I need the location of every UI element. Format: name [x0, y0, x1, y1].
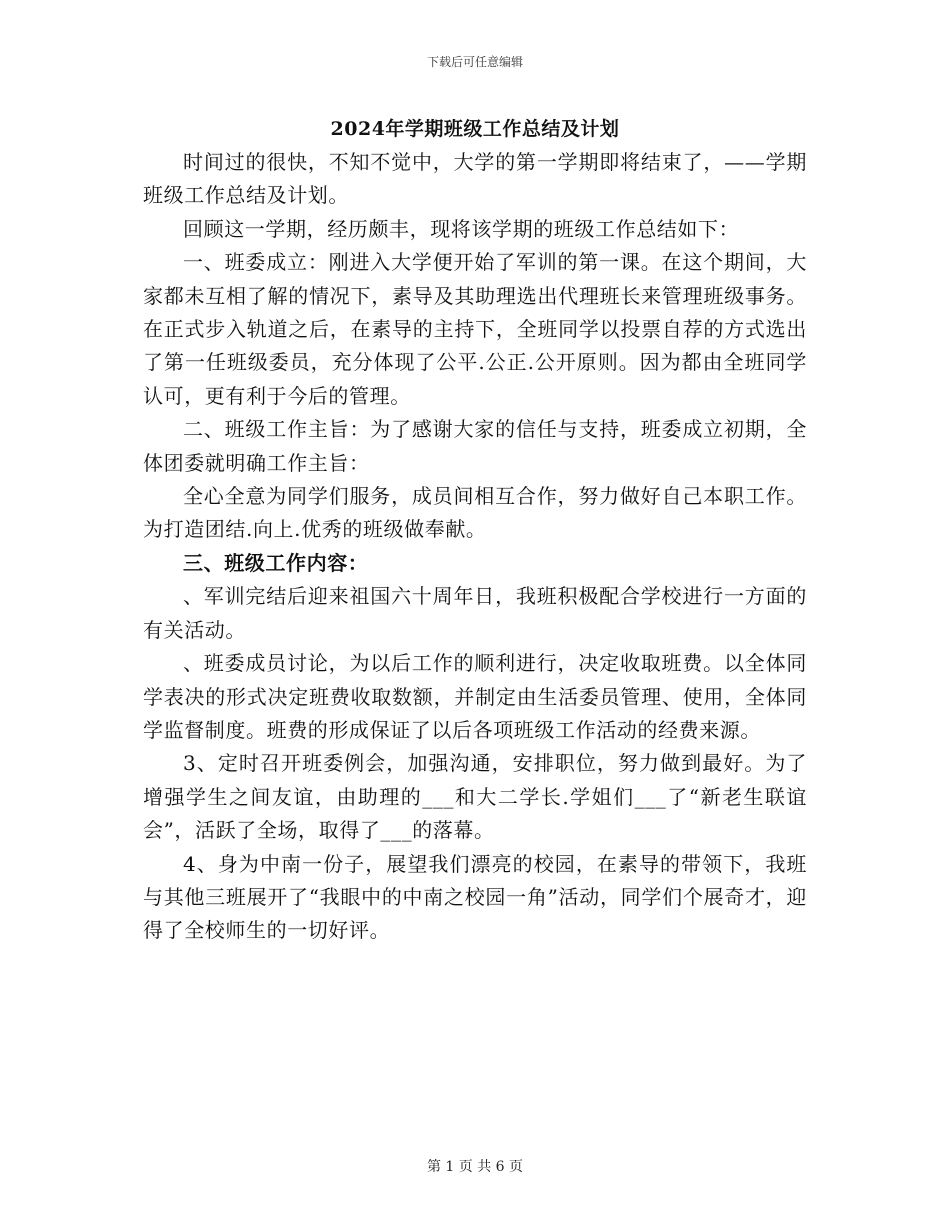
document-title: 2024年学期班级工作总结及计划 [330, 118, 620, 140]
header-note: 下载后可任意编辑 [426, 55, 523, 69]
paragraph: 回顾这一学期，经历颇丰，现将该学期的班级工作总结如下： [183, 216, 740, 241]
page-footer: 第 1 页 共 6 页 [426, 1159, 524, 1175]
paragraph: 一、班委成立：刚进入大学便开始了军训的第一课。在这个期间，大家都未互相了解的情况下，素导及其助理选出代理班长来管理班级事务。在正式步入轨道之后，在素导的主持下，全班同学以投票自荐的方式选出了第一任班级委员，充分体现了公平.公正.公开原则。因为都由全班同学认可，更有利于今后的管理。 [143, 250, 807, 408]
paragraph: 3、定时召开班委例会，加强沟通，安排职位，努力做到最好。为了增强学生之间友谊，由助理的___和大二学长.学姐们___了“新老生联谊会”，活跃了全场，取得了___的落幕。 [143, 751, 807, 843]
paragraph: 二、班级工作主旨：为了感谢大家的信任与支持，班委成立初期，全体团委就明确工作主旨： [143, 417, 807, 475]
paragraph: 4、身为中南一份子，展望我们漂亮的校园，在素导的带领下，我班与其他三班展开了“我眼中的中南之校园一角”活动，同学们个展奇才，迎得了全校师生的一切好评。 [143, 851, 807, 943]
paragraph: 、班委成员讨论，为以后工作的顺利进行，决定收取班费。以全体同学表决的形式决定班费收取数额，并制定由生活委员管理、使用，全体同学监督制度。班费的形成保证了以后各项班级工作活动的经费来源。 [143, 651, 807, 742]
document-body [143, 146, 807, 948]
paragraph: 、军训完结后迎来祖国六十周年日，我班积极配合学校进行一方面的有关活动。 [143, 584, 807, 642]
section-heading: 三、班级工作内容： [183, 550, 369, 575]
paragraph: 时间过的很快，不知不觉中，大学的第一学期即将结束了，——学期班级工作总结及计划。 [143, 150, 807, 208]
paragraph: 全心全意为同学们服务，成员间相互合作，努力做好自己本职工作。为打造团结.向上.优秀的班级做奉献。 [143, 484, 807, 542]
